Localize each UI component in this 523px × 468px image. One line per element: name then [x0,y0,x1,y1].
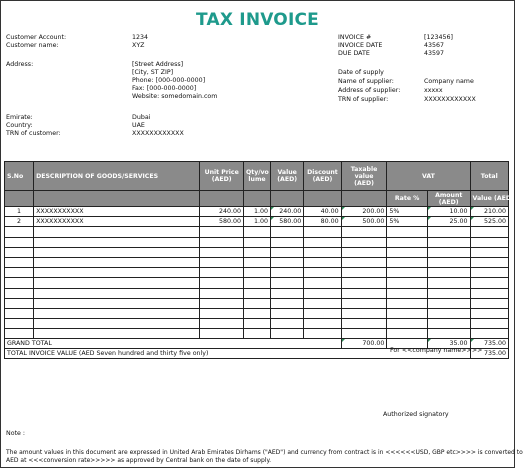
header-rate: Rate % [387,191,428,207]
address-label: Address: [6,61,34,68]
invoice-number-label: INVOICE # [338,34,372,41]
header-taxable: Taxable value (AED) [341,162,387,191]
trn-customer-label: TRN of customer: [6,130,61,137]
row-total: 210.00 [470,207,509,217]
grand-total-value: 735.00 [470,339,509,349]
header-total: Total [470,162,509,191]
header-sno: S.No [5,162,34,191]
table-row-empty [5,247,509,257]
address-line: Website: somedomain.com [132,93,218,100]
header-blank [304,191,341,207]
row-value: 580.00 [271,217,304,227]
invoice-date-value: 43567 [424,42,445,49]
address-line: [Street Address] [132,61,184,68]
country-label: Country: [6,122,33,129]
emirate-label: Emirate: [6,114,33,121]
header-blank [271,191,304,207]
header-amount: Amount (AED) [427,191,470,207]
header-blank [244,191,271,207]
customer-name-value: XYZ [132,42,145,49]
row-discount: 40.00 [304,207,341,217]
invoice-table [4,161,514,359]
supplier-address-label: Address of supplier: [338,87,401,94]
row-description: XXXXXXXXXXX [34,217,200,227]
grand-total-taxable: 700.00 [341,339,387,349]
total-invoice-label: TOTAL INVOICE VALUE (AED Seven hundred and thirty five only) [5,349,471,359]
header-blank [5,191,34,207]
customer-name-label: Customer name: [6,42,59,49]
trn-supplier-label: TRN of supplier: [338,96,389,103]
supplier-address-value: xxxxx [424,87,443,94]
emirate-value: Dubai [132,114,151,121]
row-description: XXXXXXXXXXX [34,207,200,217]
due-date-value: 43597 [424,50,445,57]
row-rate: 5% [387,217,428,227]
header-unit-price: Unit Price (AED) [200,162,244,191]
customer-account-label: Customer Account: [6,34,67,41]
table-row-empty [5,278,509,288]
row-unit-price: 240.00 [200,207,244,217]
row-sno: 1 [5,207,34,217]
row-qty: 1.00 [244,217,271,227]
header-blank [34,191,200,207]
header-discount: Discount (AED) [304,162,341,191]
address-line: Phone: [000-000-0000] [132,77,206,84]
table-row [5,217,509,227]
row-amount: 25.00 [427,217,470,227]
table-row-empty [5,319,509,329]
row-total: 525.00 [470,217,509,227]
authorized-signatory: Authorized signatory [383,411,449,418]
header-blank [341,191,387,207]
table-row-empty [5,288,509,298]
note-text-line1: The amount values in this document are expressed in United Arab Emirates Dirhams ("AED") and currency from contract is in <<<<<<USD, GBP etc>>>> is converted to [6,449,523,456]
header-value: Value (AED) [271,162,304,191]
table-row-empty [5,257,509,267]
header-qty: Qty/vo lume [244,162,271,191]
row-amount: 10.00 [427,207,470,217]
customer-account-value: 1234 [132,34,149,41]
table-row-empty [5,308,509,318]
total-invoice-value: 735.00 [470,349,509,359]
table-row-empty [5,298,509,308]
row-unit-price: 580.00 [200,217,244,227]
header-description: DESCRIPTION OF GOODS/SERVICES [34,162,200,191]
table-row-empty [5,268,509,278]
for-company-text: For <<company name>>>> [390,347,483,354]
country-value: UAE [132,122,145,129]
date-of-supply-label: Date of supply [338,69,384,76]
invoice-title: TAX INVOICE [196,10,319,30]
address-line: Fax: [000-000-0000] [132,85,197,92]
note-label: Note : [6,430,26,437]
supplier-name-label: Name of supplier: [338,78,394,85]
row-rate: 5% [387,207,428,217]
header-blank [200,191,244,207]
row-sno: 2 [5,217,34,227]
grand-total-amount: 35.00 [427,339,470,349]
header-vat: VAT [387,162,470,191]
table-row [5,207,509,217]
table-row-empty [5,329,509,339]
header-value-aed: Value (AED) [470,191,509,207]
row-taxable: 200.00 [341,207,387,217]
due-date-label: DUE DATE [338,50,370,57]
invoice-number-value: [123456] [424,34,453,41]
supplier-name-value: Company name [424,78,474,85]
address-line: [City, ST ZIP] [132,69,174,76]
trn-customer-value: XXXXXXXXXXXX [132,130,184,137]
row-discount: 80.00 [304,217,341,227]
row-value: 240.00 [271,207,304,217]
row-qty: 1.00 [244,207,271,217]
trn-supplier-value: XXXXXXXXXXXX [424,96,476,103]
invoice-date-label: INVOICE DATE [338,42,383,49]
table-row-empty [5,227,509,237]
table-row-empty [5,237,509,247]
row-taxable: 500.00 [341,217,387,227]
note-text-line2: AED at <<<conversion rate>>>>> as approved by Central bank on the date of supply. [6,457,272,464]
grand-total-label: GRAND TOTAL [5,339,342,349]
